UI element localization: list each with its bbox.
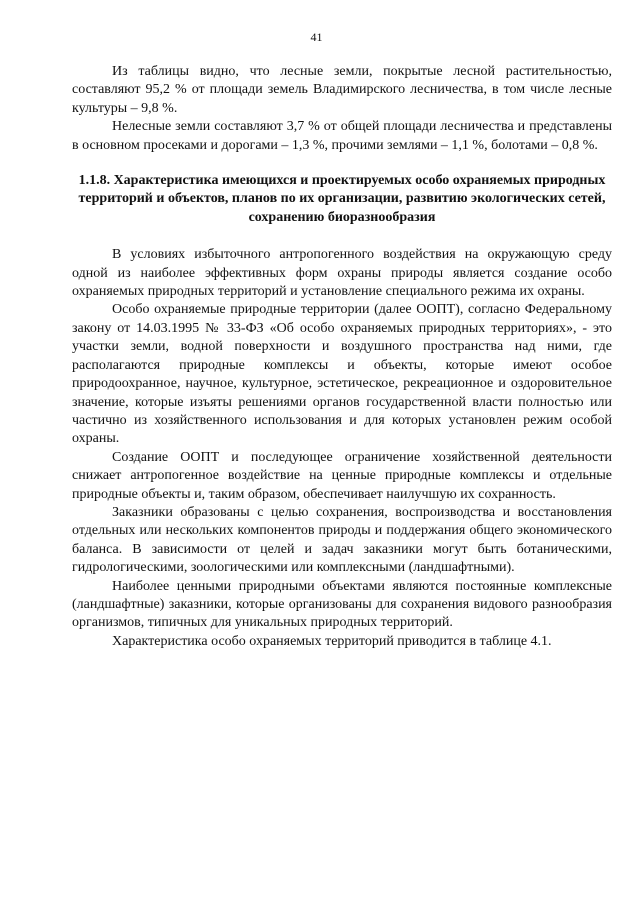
paragraph-reserves-types: Заказники образованы с целью сохранения, воспроизводства и восстановления отдельных или нескольких компонентов природы и поддержания общего экономического баланса. В зависимости от целей и задач заказники могут быть ботаническими, гидрологическими, зоологическими или комплексными (ландшафтными). xyxy=(72,504,612,576)
paragraph-forest-land-share: Из таблицы видно, что лесные земли, покрытые лесной растительностью, составляют 95,2 % от площади земель Владимирского лесничества, в том числе лесные культуры – 9,8 %. xyxy=(72,64,612,116)
section-heading: 1.1.8. Характеристика имеющихся и проектируемых особо охраняемых природных территорий и объектов, планов по их организации, развитию экологических сетей, сохранению биоразнообразия xyxy=(78,173,606,225)
paragraph-protected-areas-purpose: Создание ООПТ и последующее ограничение хозяйственной деятельности снижает антропогенное воздействие на ценные природные комплексы и отдельные природные объекты и, таким образом, обеспечивает наилучшую их сохранность. xyxy=(72,449,612,502)
paragraph-protected-areas-intro: В условиях избыточного антропогенного воздействия на окружающую среду одной из наиболее эффективных форм охраны природы является создание особо охраняемых природных территорий и установление специального режима их охраны. xyxy=(72,247,612,300)
document-body xyxy=(72,63,612,651)
paragraph-valuable-objects: Наиболее ценными природными объектами являются постоянные комплексные (ландшафтные) заказники, которые организованы для сохранения видового разнообразия организмов, типичных для уникальных природных территорий. xyxy=(72,578,612,631)
paragraph-non-forest-land-share: Нелесные земли составляют 3,7 % от общей площади лесничества и представлены в основном просеками и дорогами – 1,3 %, прочими землями – 1,1 %, болотами – 0,8 %. xyxy=(72,119,612,153)
page-number: 41 xyxy=(310,30,323,44)
paragraph-protected-areas-definition: Особо охраняемые природные территории (далее ООПТ), согласно Федеральному закону от 14.03.1995 № 33-ФЗ «Об особо охраняемых природных территориях», - это участки земли, водной поверхности и воздушного пространства над ними, где располагаются природные комплексы и объекты, которые имеют особое природоохранное, научное, культурное, эстетическое, рекреационное и оздоровительное значение, которые изъяты решениями органов государственной власти полностью или частично из хозяйственного использования и для которых установлен режим особой охраны. xyxy=(72,302,612,447)
paragraph-table-reference: Характеристика особо охраняемых территорий приводится в таблице 4.1. xyxy=(112,633,552,649)
